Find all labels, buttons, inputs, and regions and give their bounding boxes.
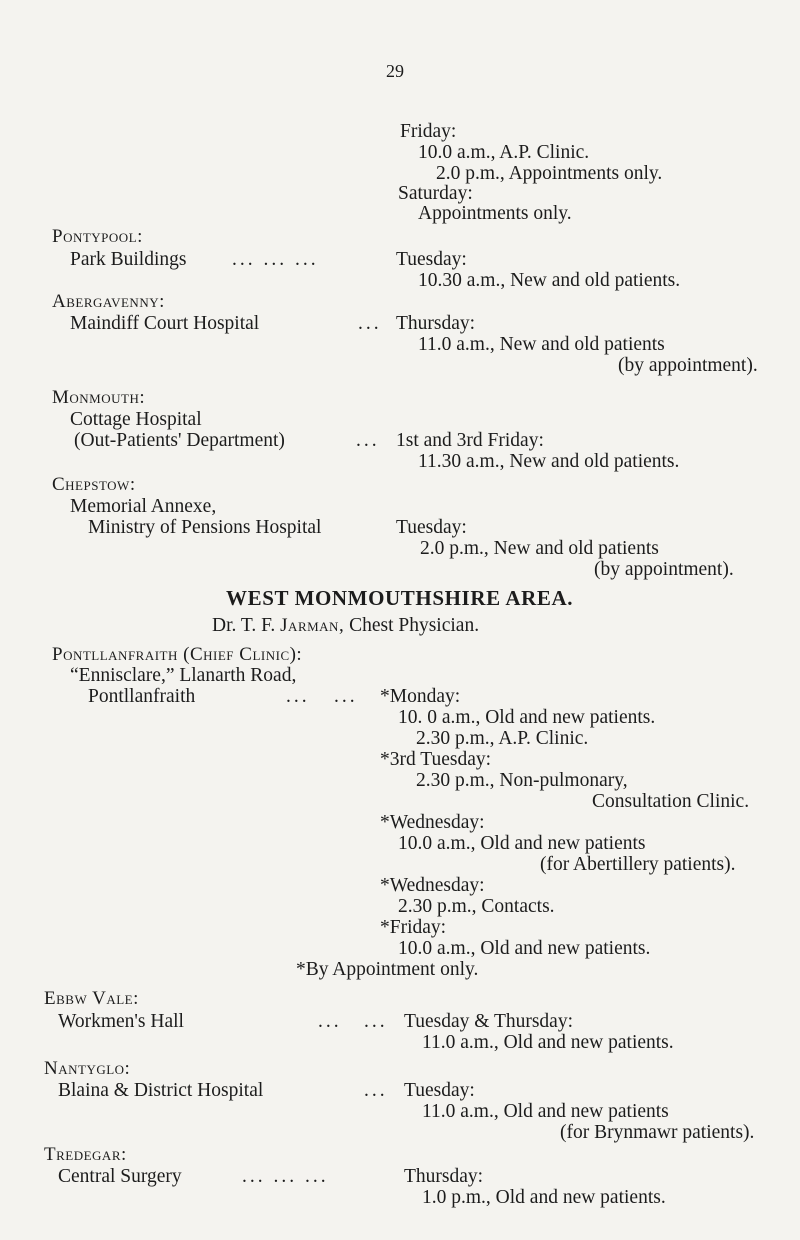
top-day-friday: Friday:: [400, 121, 457, 142]
clinic-note: (for Abertillery patients).: [540, 854, 736, 875]
clinic-day: Tuesday:: [396, 517, 467, 538]
clinic-day: *Monday:: [380, 686, 461, 707]
leader-dots: ...: [286, 686, 310, 707]
section-heading: WEST MONMOUTHSHIRE AREA.: [226, 586, 574, 610]
clinic-day: Thursday:: [404, 1166, 484, 1187]
footnote: *By Appointment only.: [296, 959, 479, 980]
clinic-time: 11.30 a.m., New and old patients.: [418, 451, 680, 472]
top-line: Appointments only.: [418, 203, 572, 224]
physician-title: Chest Physician.: [349, 615, 480, 636]
clinic-day: Tuesday & Thursday:: [404, 1011, 574, 1032]
leader-dots: ...: [358, 313, 382, 334]
venue: Memorial Annexe,: [70, 496, 217, 517]
clinic-day: Tuesday:: [396, 249, 467, 270]
clinic-time: 11.0 a.m., New and old patients: [418, 334, 665, 355]
clinic-time: 11.0 a.m., Old and new patients: [422, 1101, 669, 1122]
leader-dots: ...: [364, 1080, 388, 1101]
venue: Central Surgery: [58, 1166, 182, 1187]
venue: (Out-Patients' Department): [74, 430, 285, 451]
clinic-time: 2.0 p.m., New and old patients: [420, 538, 659, 559]
clinic-note: (by appointment).: [594, 559, 734, 580]
leader-dots: ... ... ...: [232, 249, 319, 270]
town-heading: Ebbw Vale:: [44, 988, 139, 1009]
clinic-time: 2.30 p.m., A.P. Clinic.: [416, 728, 589, 749]
clinic-day: *Wednesday:: [380, 875, 485, 896]
venue: Maindiff Court Hospital: [70, 313, 260, 334]
town-heading: Pontypool:: [52, 226, 143, 247]
clinic-day: Tuesday:: [404, 1080, 475, 1101]
venue: Cottage Hospital: [70, 409, 202, 430]
leader-dots: ...: [364, 1011, 388, 1032]
town-heading: Monmouth:: [52, 387, 146, 408]
address: “Ennisclare,” Llanarth Road,: [70, 665, 297, 686]
leader-dots: ...: [356, 430, 380, 451]
top-day-saturday: Saturday:: [398, 183, 473, 204]
clinic-note: Consultation Clinic.: [592, 791, 750, 812]
town-heading: Abergavenny:: [52, 291, 165, 312]
clinic-time: 11.0 a.m., Old and new patients.: [422, 1032, 674, 1053]
clinic-time: 10. 0 a.m., Old and new patients.: [398, 707, 656, 728]
clinic-day: Thursday:: [396, 313, 476, 334]
town-heading: Chepstow:: [52, 474, 136, 495]
clinic-note: (by appointment).: [618, 355, 758, 376]
physician-prefix: Dr. T. F.: [212, 615, 276, 636]
clinic-time: 1.0 p.m., Old and new patients.: [422, 1187, 666, 1208]
leader-dots: ...: [334, 686, 358, 707]
clinic-time: 2.30 p.m., Contacts.: [398, 896, 555, 917]
venue: Workmen's Hall: [58, 1011, 184, 1032]
clinic-day: 1st and 3rd Friday:: [396, 430, 544, 451]
top-line: 2.0 p.m., Appointments only.: [436, 163, 663, 184]
clinic-day: *Friday:: [380, 917, 447, 938]
top-line: 10.0 a.m., A.P. Clinic.: [418, 142, 590, 163]
physician-name: Jarman,: [280, 615, 345, 636]
clinic-time: 10.30 a.m., New and old patients.: [418, 270, 681, 291]
leader-dots: ... ... ...: [242, 1166, 329, 1187]
venue: Pontllanfraith: [88, 686, 196, 707]
town-heading: Tredegar:: [44, 1144, 127, 1165]
clinic-note: (for Brynmawr patients).: [560, 1122, 755, 1143]
clinic-time: 2.30 p.m., Non-pulmonary,: [416, 770, 628, 791]
venue: Blaina & District Hospital: [58, 1080, 264, 1101]
clinic-time: 10.0 a.m., Old and new patients.: [398, 938, 651, 959]
clinic-day: *Wednesday:: [380, 812, 485, 833]
leader-dots: ...: [318, 1011, 342, 1032]
clinic-day: *3rd Tuesday:: [380, 749, 492, 770]
venue: Ministry of Pensions Hospital: [88, 517, 322, 538]
physician-line: [212, 614, 479, 637]
town-heading: Nantyglo:: [44, 1058, 131, 1079]
clinic-time: 10.0 a.m., Old and new patients: [398, 833, 646, 854]
venue: Park Buildings: [70, 249, 187, 270]
page-number: 29: [386, 61, 404, 81]
town-heading: Pontllanfraith (Chief Clinic):: [52, 644, 303, 665]
